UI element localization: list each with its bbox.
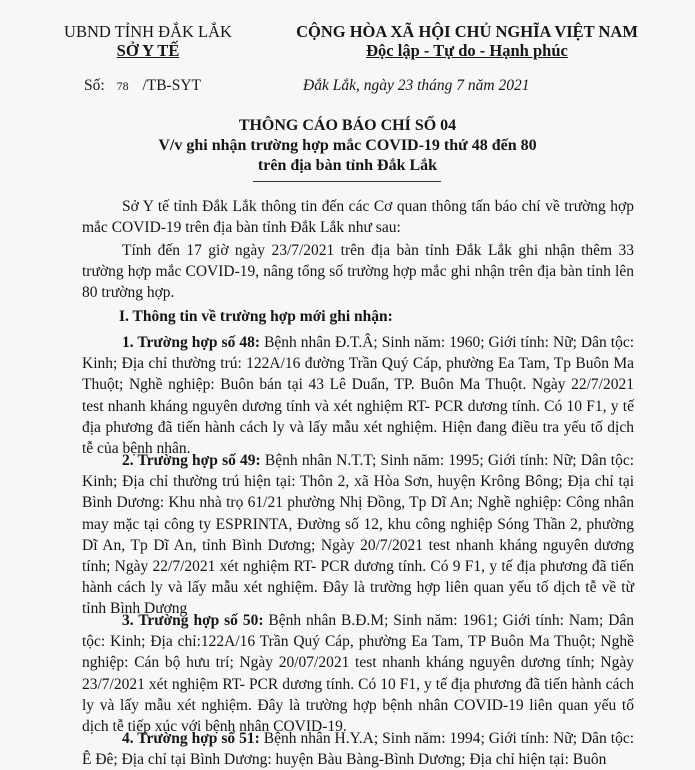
department-name-text: SỞ Y TẾ: [116, 41, 180, 60]
section-heading: I. Thông tin về trường hợp mới ghi nhận:: [119, 308, 393, 325]
summary-paragraph: Tính đến 17 giờ ngày 23/7/2021 trên địa bàn tỉnh Đắk Lắk ghi nhận thêm 33 trường hợp mắc COVID-19, nâng tổng số trường hợp mắc ghi nhận trên địa bàn tỉnh lên 80 trường hợp.: [82, 242, 634, 302]
case-text: Bệnh nhân N.T.T; Sinh năm: 1995; Giới tính: Nữ; Dân tộc: Kinh; Địa chỉ thường trú hiện tại: Thôn 2, xã Hòa Sơn, huyện Krông Bông; Địa chỉ tại Bình Dương: Khu nhà trọ 61/21 phường Nhị Đồng, Tp Dĩ An; Nghề nghiệp: Công nhân may mặc tại công ty ESPRINTA, Đường số 12, khu công nghiệp Sóng Thần 2, phường Dĩ An, Tp Dĩ An, tỉnh Bình Dương; Ngày 20/7/2021 test nhanh kháng nguyên dương tính; Ngày 22/7/2021 xét nghiệm RT- PCR dương tính. Có 9 F1, y tế địa phương đã tiến hành cách ly và lấy mẫu xét nghiệm. Đây là trường hợp liên quan yếu tố dịch tễ về từ tỉnh Bình Dương: [82, 452, 635, 618]
doc-subject: V/v ghi nhận trường hợp mắc COVID-19 thứ 48 đến 80: [158, 137, 537, 154]
case-paragraph: [82, 450, 634, 620]
department-name: [38, 41, 258, 61]
national-motto: [262, 41, 672, 61]
doc-number-suffix: /TB-SYT: [142, 77, 201, 94]
case-text: Bệnh nhân Đ.T.Â; Sinh năm: 1960; Giới tính: Nữ; Dân tộc: Kinh; Địa chỉ thường trú: 122A/16 đường Trần Quý Cáp, phường Ea Tam, Tp Buôn Ma Thuột; Nghề nghiệp: Buôn bán tại 43 Lê Duẩn, TP. Buôn Ma Thuột. Ngày 22/7/2021 test nhanh kháng nguyên dương tính và xét nghiệm RT- PCR dương tính. Có 10 F1, y tế địa phương đã tiến hành cách ly và lấy mẫu xét nghiệm. Hiện đang điều tra yếu tố dịch tễ của bệnh nhân.: [82, 334, 635, 458]
document-number: [84, 77, 201, 95]
case-label: 2. Trường hợp số 49:: [122, 452, 261, 469]
case-label: 4. Trường hợp số 51:: [122, 730, 260, 747]
case-paragraph: [82, 610, 634, 737]
case-label: 3. Trường hợp số 50:: [122, 612, 264, 629]
doc-number-value: 78: [116, 79, 129, 93]
doc-number-label: Số:: [84, 77, 105, 94]
agency-name: UBND TỈNH ĐẮK LẮK: [64, 22, 232, 41]
case-label: 1. Trường hợp số 48:: [122, 334, 261, 351]
intro-paragraph: Sở Y tế tỉnh Đắk Lắk thông tin đến các Cơ quan thông tấn báo chí về trường hợp mắc COVID-19 trên địa bàn tỉnh Đắk Lắk như sau:: [82, 198, 634, 237]
title-divider: [253, 181, 441, 182]
doc-subject-line2: trên địa bàn tỉnh Đắk Lắk: [257, 157, 438, 174]
case-text: Bệnh nhân B.Đ.M; Sinh năm: 1961; Giới tính: Nam; Dân tộc: Kinh; Địa chỉ:122A/16 Trần Quý Cáp, phường Ea Tam, TP Buôn Ma Thuột; Nghề nghiệp: Cán bộ hưu trí; Ngày 20/07/2021 test nhanh kháng nguyên dương tính; Ngày 23/7/2021 xét nghiệm RT- PCR dương tính. Có 10 F1, y tế địa phương đã tiến hành cách ly và lấy mẫu xét nghiệm. Đây là trường hợp bệnh nhân COVID-19 liên quan yếu tố dịch tễ tiếp xúc với bệnh nhân COVID-19.: [82, 612, 635, 736]
case-paragraph: [82, 332, 634, 459]
national-motto-text: Độc lập - Tự do - Hạnh phúc: [366, 41, 568, 60]
doc-title: THÔNG CÁO BÁO CHÍ SỐ 04: [238, 117, 457, 134]
case-text: Bệnh nhân H.Y.A; Sinh năm: 1994; Giới tính: Nữ; Dân tộc: Ê Đê; Địa chỉ tại Bình Dương: huyện Bàu Bàng-Bình Dương; Địa chỉ hiện tại: Buôn: [82, 730, 635, 769]
national-title: CỘNG HÒA XÃ HỘI CHỦ NGHĨA VIỆT NAM: [296, 22, 638, 41]
date-line: Đắk Lắk, ngày 23 tháng 7 năm 2021: [303, 77, 530, 94]
